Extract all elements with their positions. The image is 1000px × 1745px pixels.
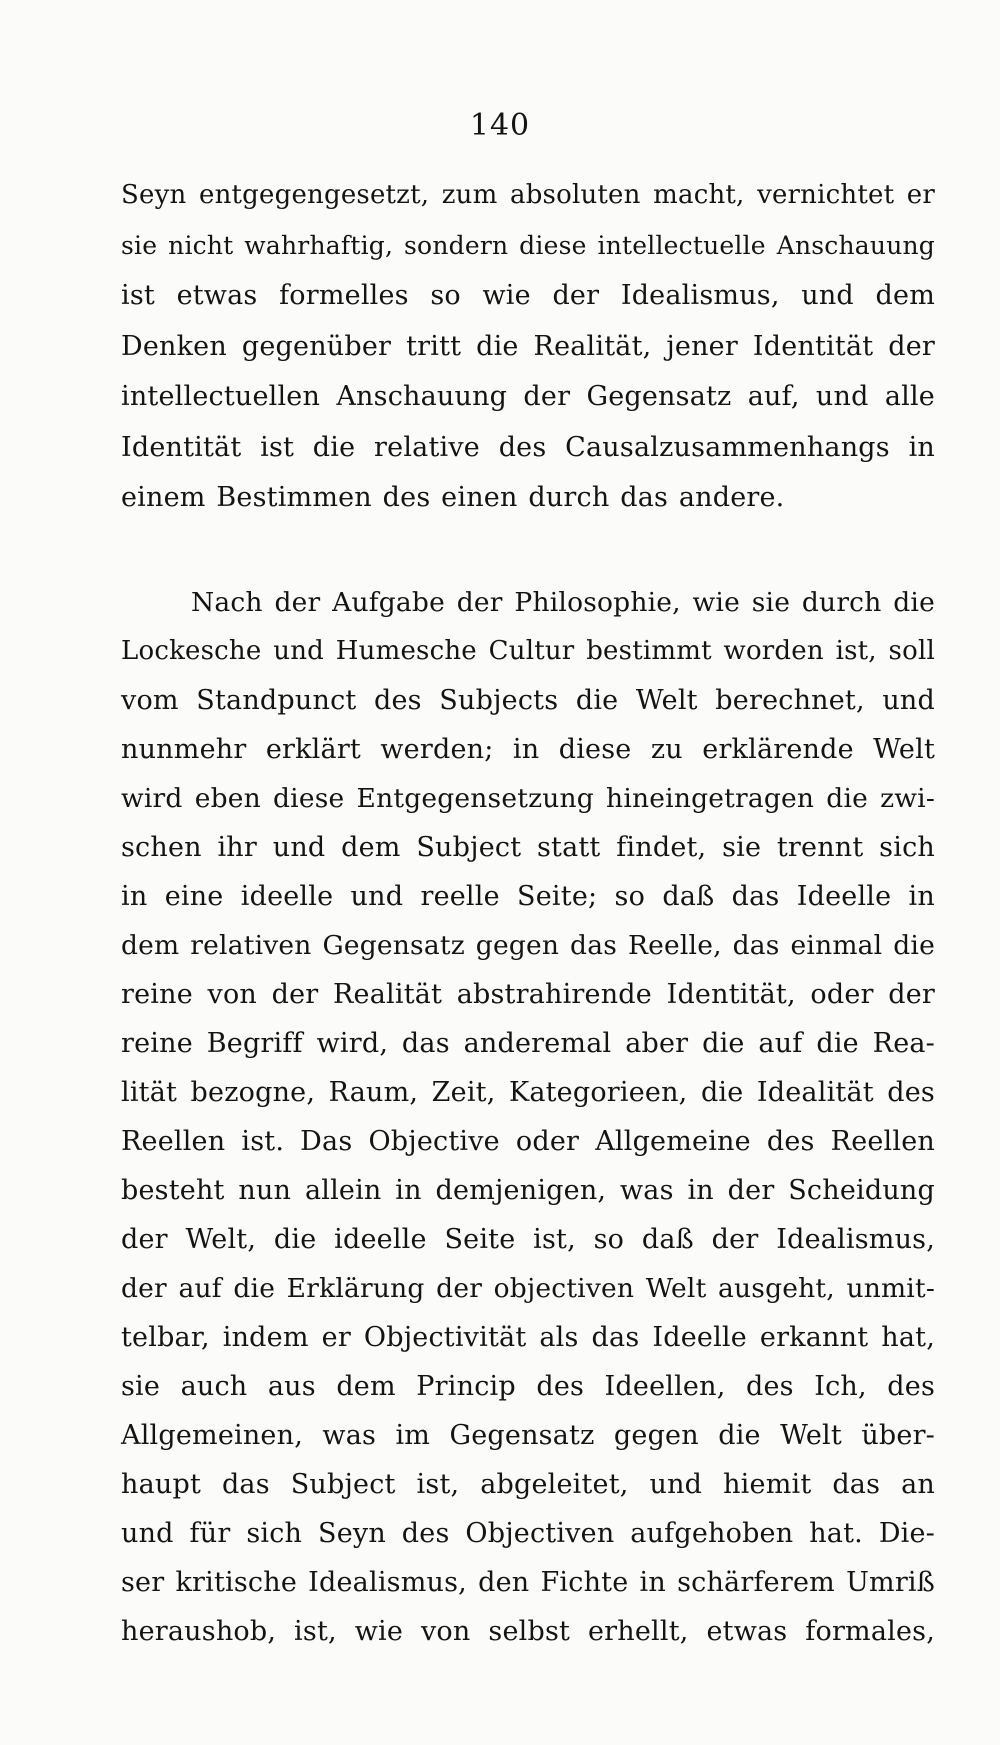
text-line: dem relativen Gegensatz gegen das Reelle, das einmal die — [121, 930, 935, 961]
text-line: Identität ist die relative des Causalzusammenhangs in — [121, 431, 935, 463]
text-line: der Welt, die ideelle Seite ist, so daß der Idealismus, — [121, 1224, 935, 1255]
text-line: vom Standpunct des Subjects die Welt berechnet, und — [121, 685, 935, 716]
text-line: Denken gegenüber tritt die Realität, jener Identität der — [121, 330, 935, 362]
text-line: ist etwas formelles so wie der Idealismus, und dem — [121, 280, 935, 311]
text-line: reine von der Realität abstrahirende Identität, oder der — [121, 979, 935, 1010]
text-line: Seyn entgegengesetzt, zum absoluten macht, vernichtet er — [121, 180, 935, 210]
text-line: Allgemeinen, was im Gegensatz gegen die Welt über- — [121, 1420, 935, 1451]
text-line: heraushob, ist, wie von selbst erhellt, etwas formales, — [121, 1616, 935, 1647]
text-line: telbar, indem er Objectivität als das Ideelle erkannt hat, — [121, 1322, 935, 1353]
text-line: Lockesche und Humesche Cultur bestimmt worden ist, soll — [121, 636, 935, 666]
text-line: einem Bestimmen des einen durch das andere. — [121, 482, 785, 513]
text-line: Reellen ist. Das Objective oder Allgemeine des Reellen — [121, 1126, 935, 1157]
text-line: der auf die Erklärung der objectiven Welt ausgeht, unmit- — [121, 1273, 935, 1304]
text-line: lität bezogne, Raum, Zeit, Kategorieen, die Idealität des — [121, 1077, 935, 1108]
text-line: haupt das Subject ist, abgeleitet, und hiemit das an — [121, 1469, 935, 1500]
text-line: Nach der Aufgabe der Philosophie, wie sie durch die — [191, 587, 935, 618]
text-line: wird eben diese Entgegensetzung hineingetragen die zwi- — [121, 783, 935, 814]
text-line: sie nicht wahrhaftig, sondern diese intellectuelle Anschauung — [121, 230, 935, 260]
text-line: intellectuellen Anschauung der Gegensatz auf, und alle — [121, 381, 935, 412]
text-line: in eine ideelle und reelle Seite; so daß das Ideelle in — [121, 881, 935, 912]
page-number: 140 — [469, 108, 531, 143]
text-line: schen ihr und dem Subject statt findet, sie trennt sich — [121, 832, 935, 863]
text-line: besteht nun allein in demjenigen, was in der Scheidung — [121, 1175, 935, 1206]
text-line: sie auch aus dem Princip des Ideellen, des Ich, des — [121, 1371, 935, 1402]
paragraph-2 — [121, 578, 935, 1656]
text-line: ser kritische Idealismus, den Fichte in schärferem Umriß — [121, 1567, 935, 1598]
text-line: reine Begriff wird, das anderemal aber die auf die Rea- — [121, 1028, 935, 1059]
text-line: und für sich Seyn des Objectiven aufgehoben hat. Die- — [121, 1518, 935, 1549]
paragraph-1 — [121, 170, 935, 524]
text-line: nunmehr erklärt werden; in diese zu erklärende Welt — [121, 734, 935, 765]
